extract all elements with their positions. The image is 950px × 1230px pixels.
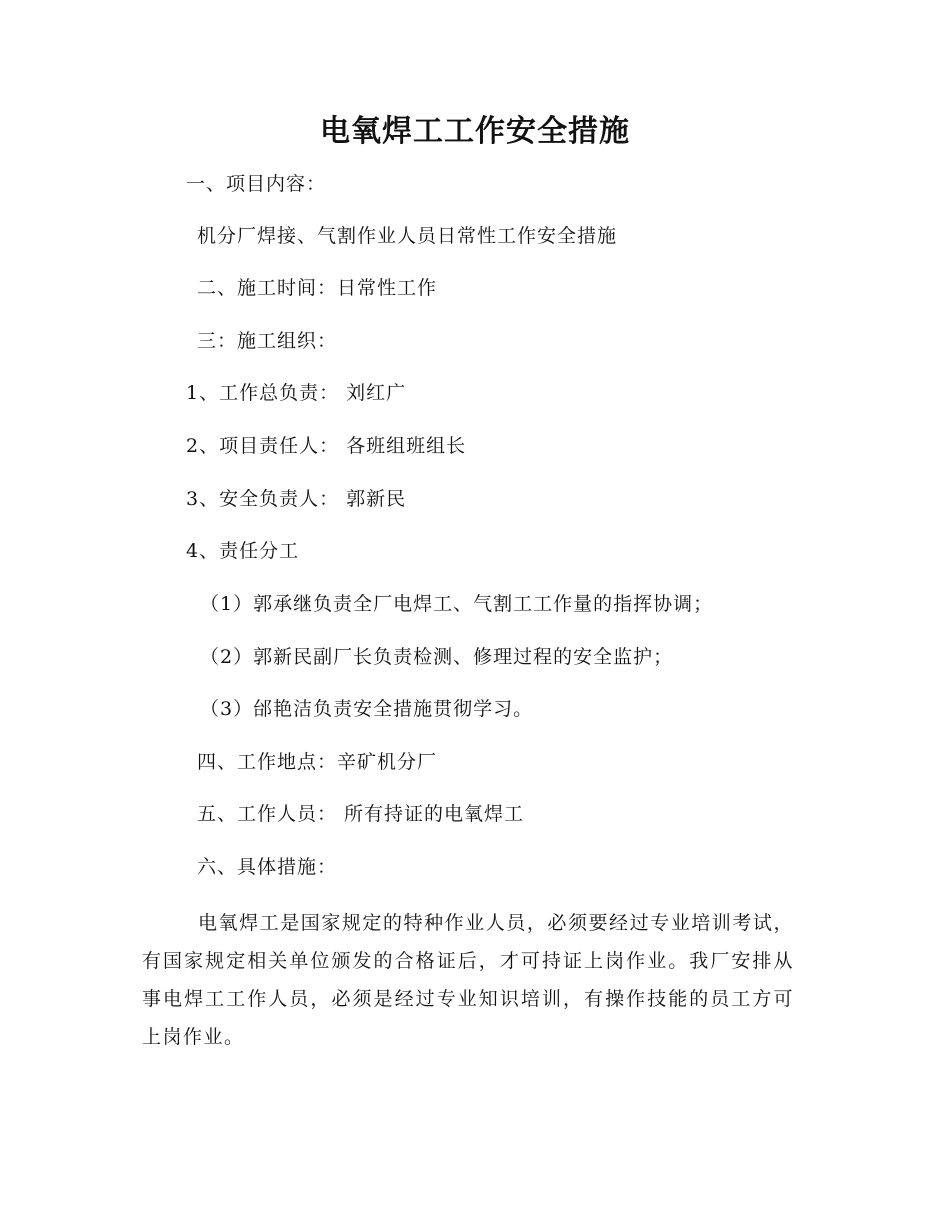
document-title: 电氧焊工工作安全措施 (320, 114, 630, 149)
section-construction-time: 二、施工时间：日常性工作 (197, 277, 438, 299)
section-project-content: 一、项目内容： (186, 173, 327, 195)
measures-paragraph: 电氧焊工是国家规定的特种作业人员，必须要经过专业培训考试，有国家规定相关单位颁发的合格证后，才可持证上岗作业。我厂安排从事电焊工工作人员，必须是经过专业知识培训，有操作技能的员工方可上岗作业。 (142, 912, 794, 1048)
duty-item-1: （1）郭承继负责全厂电焊工、气割工工作量的指挥协调； (200, 593, 714, 615)
duty-item-2: （2）郭新民副厂长负责检测、修理过程的安全监护； (200, 646, 674, 668)
section-work-location: 四、工作地点：辛矿机分厂 (197, 751, 438, 773)
org-item-safety-responsible: 3、安全负责人： 郭新民 (186, 488, 407, 510)
section-work-personnel: 五、工作人员： 所有持证的电氧焊工 (197, 803, 525, 825)
org-item-division-of-duties: 4、责任分工 (186, 540, 300, 562)
section-specific-measures: 六、具体措施： (197, 856, 338, 878)
org-item-overall-responsible: 1、工作总负责： 刘红广 (186, 382, 407, 404)
project-content-text: 机分厂焊接、气割作业人员日常性工作安全措施 (197, 225, 618, 247)
duty-item-3: （3）邰艳洁负责安全措施贯彻学习。 (200, 698, 534, 720)
section-construction-organization: 三：施工组织： (197, 330, 338, 352)
org-item-project-responsible: 2、项目责任人： 各班组班组长 (186, 435, 467, 457)
